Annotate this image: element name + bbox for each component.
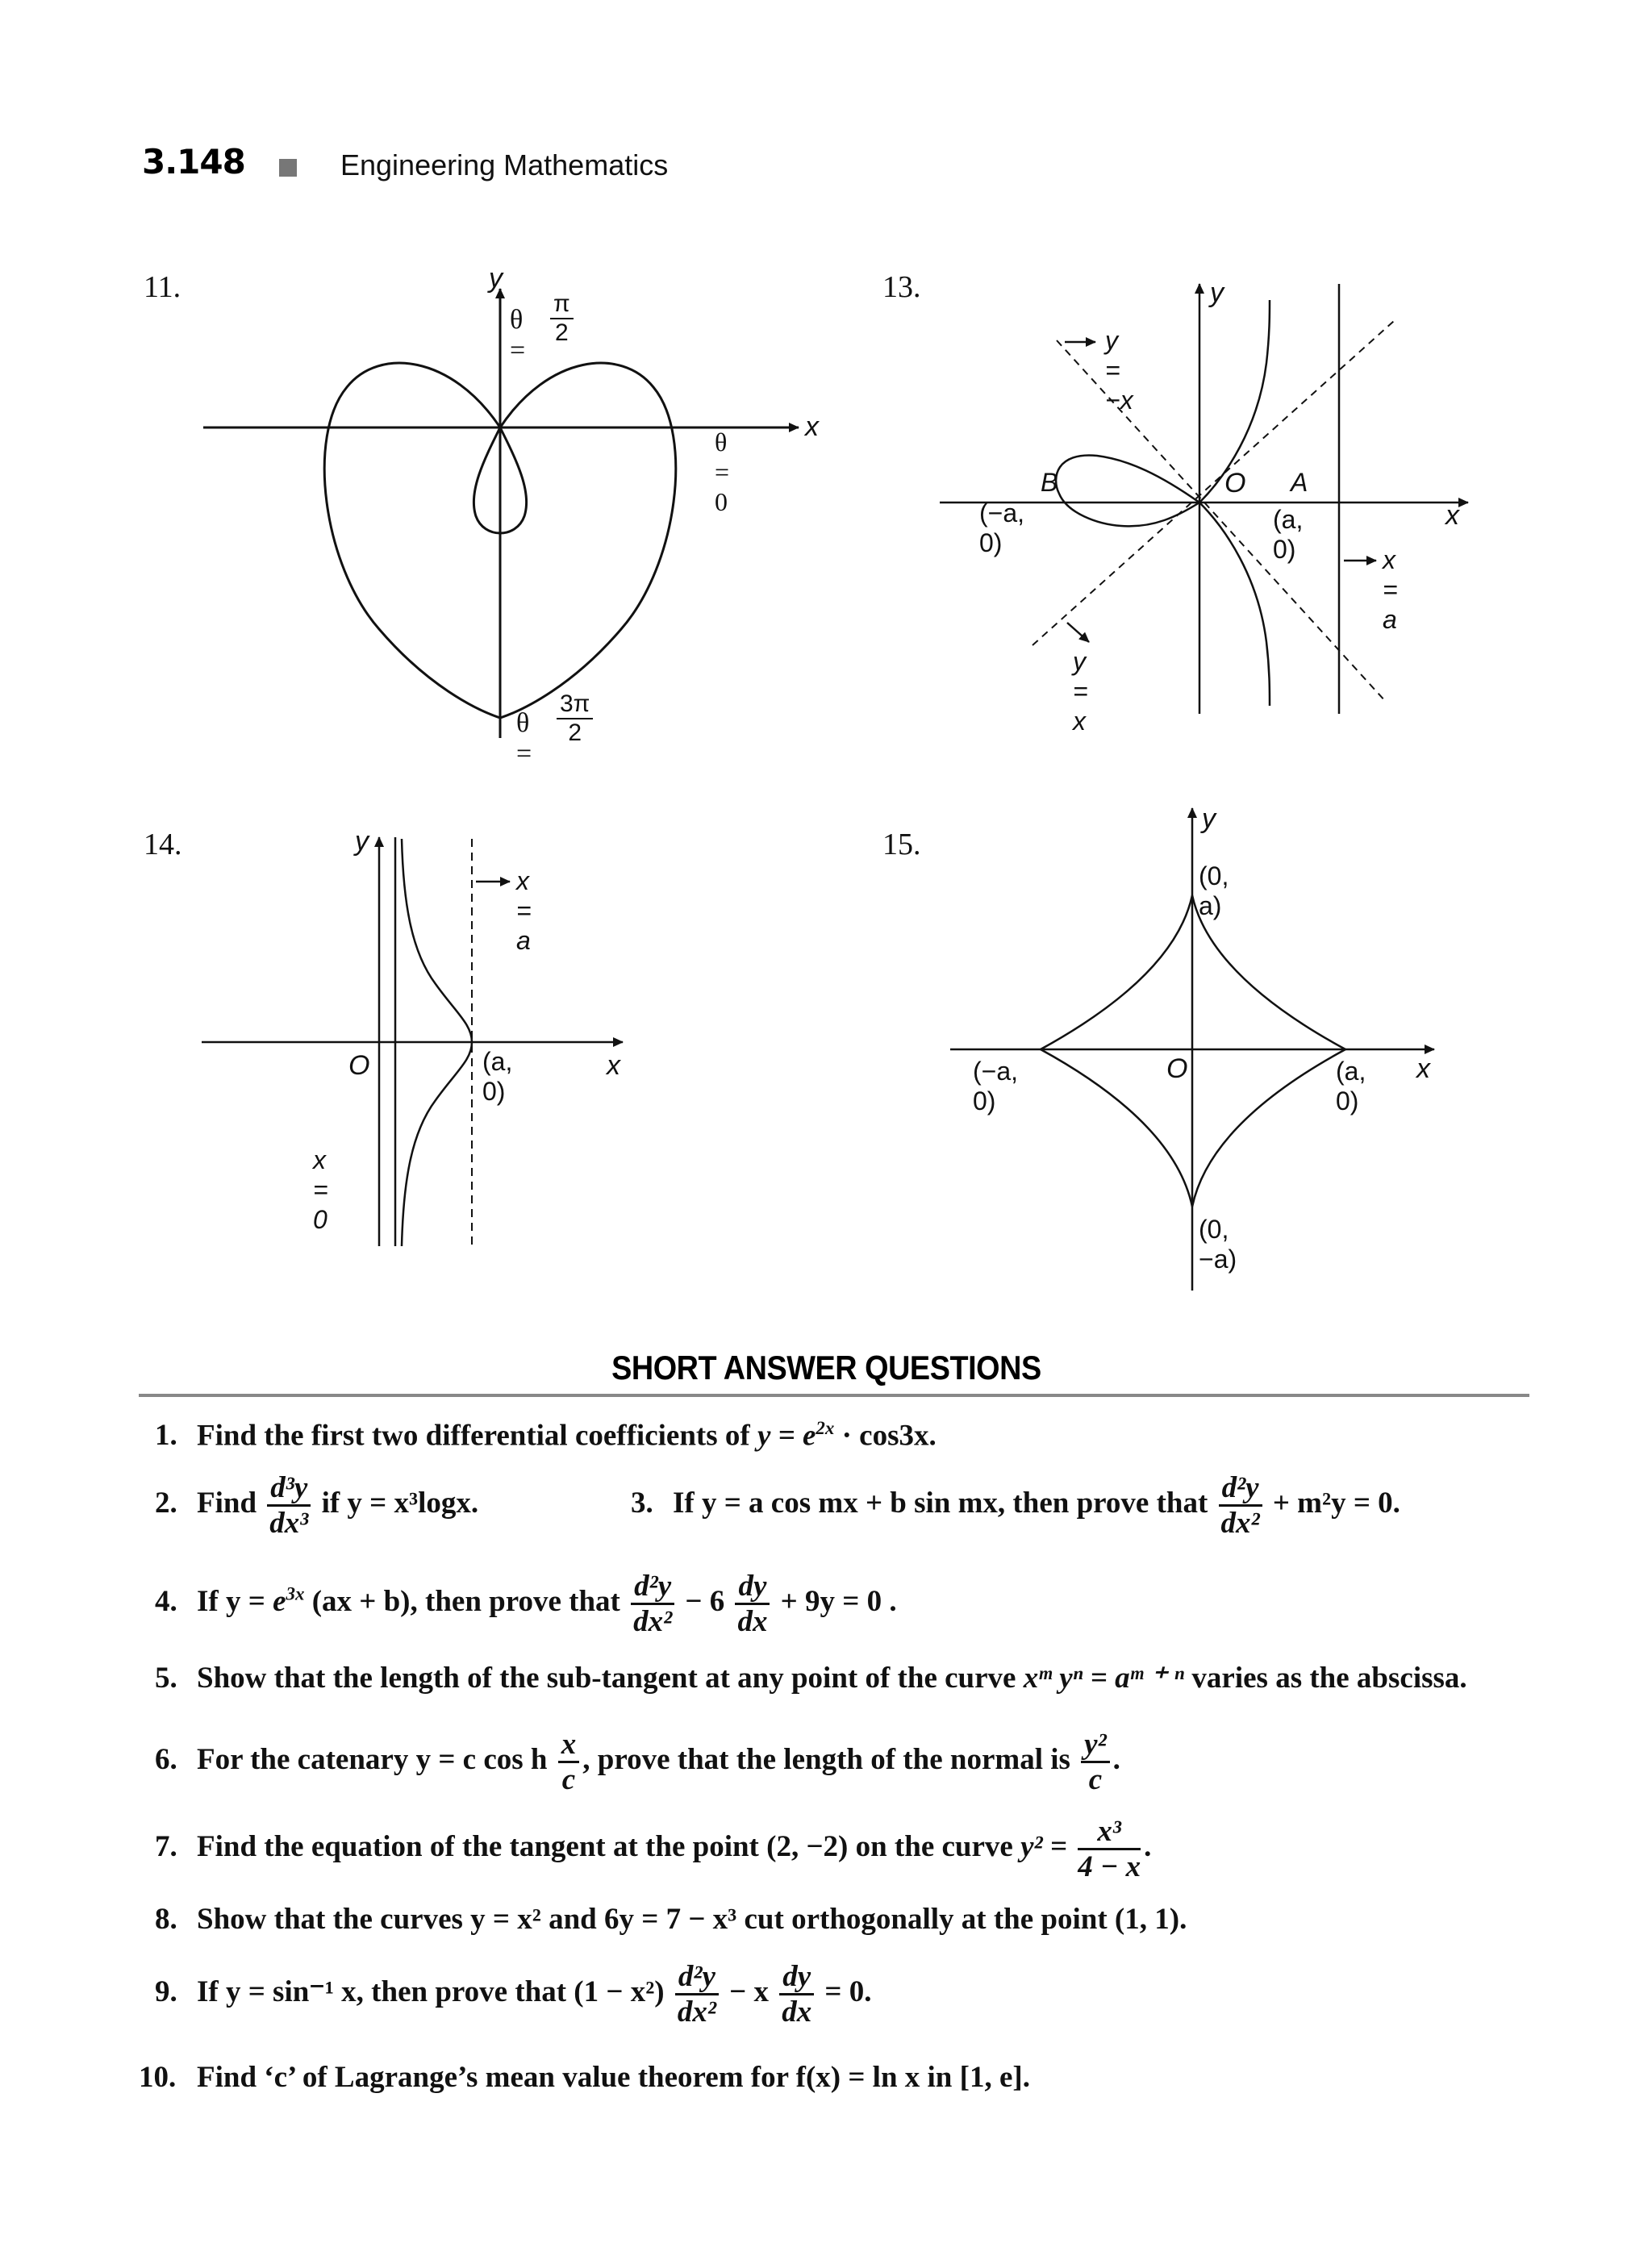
fraction: $\frac{\text{d³y}}{\text{dx³}}$ <box>267 1473 311 1538</box>
asymptote-neg-label: y = −x <box>1105 326 1133 415</box>
figure-number: 15. <box>882 828 921 861</box>
figure-number: 11. <box>144 270 181 304</box>
page-number: 3.148 <box>142 142 245 181</box>
fraction: $\frac{x}{c}$ <box>558 1729 580 1795</box>
question-9: 9. If y = sin⁻¹ x, then prove that (1 − x²) $\frac{\text{d²y}}{\text{dx²}}$ − x $\frac{dy}{dx}$ = 0. <box>155 1960 872 2029</box>
section-rule <box>139 1394 1529 1397</box>
x-label: x <box>805 411 819 442</box>
fraction: $\frac{dy}{dx}$ <box>779 1962 814 2027</box>
line-a-label: x = a <box>1383 545 1398 634</box>
book-title: Engineering Mathematics <box>340 148 669 181</box>
x-label: x <box>1416 1053 1430 1084</box>
fraction: $\frac{\text{d²y}}{\text{dx²}}$ <box>1219 1473 1262 1538</box>
fraction: $\frac{\text{d²y}}{\text{dx²}}$ <box>675 1962 719 2027</box>
line-a-label: x = a <box>516 866 532 955</box>
point-label: (a, 0) <box>482 1047 513 1106</box>
question-6: 6. For the catenary y = c cos h $\frac{x}{c}$ , prove that the length of the normal is $\frac{\text{y²}}{c}$ . <box>155 1728 1120 1796</box>
question-1: 1. Find the first two differential coefficients of $y = e^{2x} \cdot \cos 3x$. <box>155 1418 937 1453</box>
origin-label: O <box>1224 468 1246 498</box>
asymptote-pos-label: y = x <box>1073 647 1088 736</box>
question-7: 7. Find the equation of the tangent at the point (2, −2) on the curve y² = $\frac{\text{x³}}{4 - x}$ . <box>155 1815 1152 1883</box>
theta-top-label: θ = <box>510 305 526 365</box>
top-point-label: (0, a) <box>1199 861 1229 920</box>
theta-top-fraction: $\frac{\pi}{2}$ <box>550 292 574 345</box>
point-b-coord: (−a, 0) <box>979 498 1025 557</box>
fraction: $\frac{\text{d²y}}{\text{dx²}}$ <box>631 1571 674 1637</box>
fraction: $\frac{dy}{dx}$ <box>735 1571 770 1637</box>
section-title: SHORT ANSWER QUESTIONS <box>611 1349 1041 1387</box>
right-point-label: (a, 0) <box>1336 1057 1366 1115</box>
theta-bottom-label: θ = <box>516 708 532 769</box>
point-a-label: A <box>1291 468 1308 497</box>
figure-number: 13. <box>882 270 921 304</box>
question-2: 2. Find $\frac{\text{d³y}}{\text{dx³}}$ if y = x³logx. <box>155 1471 479 1540</box>
theta-bottom-fraction: $\frac{3\pi}{2}$ <box>557 692 593 745</box>
question-5: 5. Show that the length of the sub-tangent at any point of the curve xᵐ yⁿ = aᵐ ⁺ ⁿ varies as the abscissa. <box>155 1662 1467 1695</box>
x-label: x <box>607 1050 620 1081</box>
question-3: 3. If y = a cos mx + b sin mx, then prove that $\frac{\text{d²y}}{\text{dx²}}$ + m²y = 0. <box>631 1471 1400 1540</box>
question-10: 10. Find ‘c’ of Lagrange’s mean value theorem for f(x) = ln x in [1, e]. <box>139 2061 1030 2094</box>
fraction: $\frac{\text{y²}}{c}$ <box>1081 1729 1110 1795</box>
point-a-coord: (a, 0) <box>1273 505 1304 564</box>
y-label: y <box>1210 277 1224 308</box>
fraction: $\frac{\text{x³}}{4 - x}$ <box>1078 1815 1141 1883</box>
line-zero-label: x = 0 <box>313 1145 328 1234</box>
origin-label: O <box>348 1050 370 1081</box>
question-8: 8. Show that the curves y = x² and 6y = 7 − x³ cut orthogonally at the point (1, 1). <box>155 1903 1187 1936</box>
y-label: y <box>489 263 503 294</box>
x-label: x <box>1446 500 1459 531</box>
question-4: 4. If $y = e^{3x}$ (ax + b), then prove that $\frac{\text{d²y}}{\text{dx²}}$ − 6 $\frac{dy}{dx}$ + 9y = 0 . <box>155 1570 897 1638</box>
theta-zero-label: θ = 0 <box>715 427 730 516</box>
point-b-label: B <box>1041 468 1058 497</box>
left-point-label: (−a, 0) <box>973 1057 1019 1115</box>
origin-label: O <box>1166 1053 1188 1084</box>
y-label: y <box>1202 803 1216 834</box>
bottom-point-label: (0, −a) <box>1199 1215 1237 1274</box>
y-label: y <box>355 826 369 857</box>
figure-number: 14. <box>144 828 182 861</box>
